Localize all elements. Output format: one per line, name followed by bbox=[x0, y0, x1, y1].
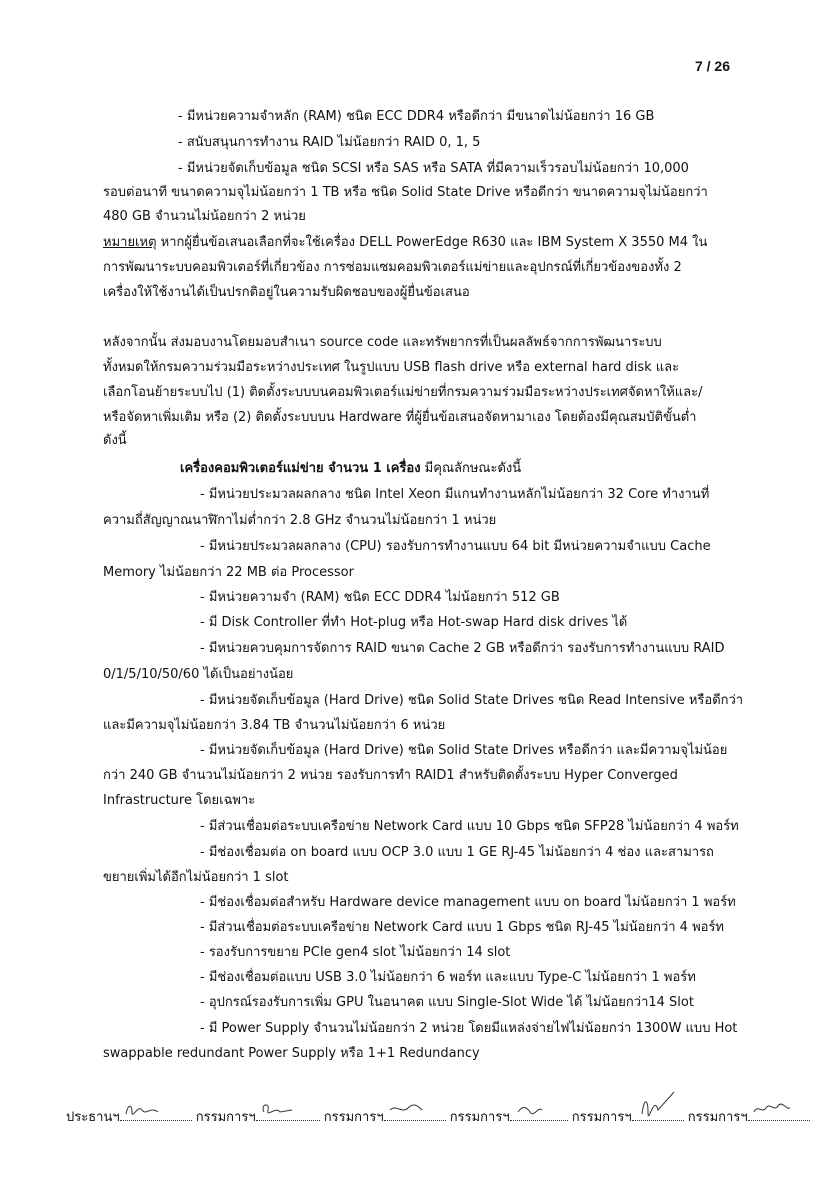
signature-label: กรรมการฯ bbox=[687, 1110, 748, 1125]
spec-line-storage-cont: รอบต่อนาที ขนาดความจุไม่น้อยกว่า 1 TB หรือ ชนิด Solid State Drive หรือดีกว่า ขนาดความจุไม่น้อยกว่า bbox=[103, 185, 708, 200]
spec-line-storage: - มีหน่วยจัดเก็บข้อมูล ชนิด SCSI หรือ SAS หรือ SATA ที่มีความเร็วรอบไม่น้อยกว่า 10,000 bbox=[178, 161, 689, 176]
spec-line: ขยายเพิ่มได้อีกไม่น้อยกว่า 1 slot bbox=[103, 870, 289, 885]
spec-line: - มีหน่วยประมวลผลกลาง ชนิด Intel Xeon มีแกนทำงานหลักไม่น้อยกว่า 32 Core ทำงานที่ bbox=[200, 487, 710, 502]
handwritten-signature bbox=[122, 1100, 162, 1118]
spec-line: ความถี่สัญญาณนาฬิกาไม่ต่ำกว่า 2.8 GHz จำนวนไม่น้อยกว่า 1 หน่วย bbox=[103, 513, 497, 528]
signature-line bbox=[384, 1106, 446, 1121]
spec-line-ram: - มีหน่วยความจำหลัก (RAM) ชนิด ECC DDR4 หรือดีกว่า มีขนาดไม่น้อยกว่า 16 GB bbox=[178, 109, 655, 124]
signature-line bbox=[632, 1106, 684, 1121]
spec-line: Infrastructure โดยเฉพาะ bbox=[103, 793, 256, 808]
spec-line: - อุปกรณ์รองรับการเพิ่ม GPU ในอนาคต แบบ Single-Slot Wide ได้ ไม่น้อยกว่า14 Slot bbox=[200, 995, 694, 1010]
signature-line bbox=[120, 1106, 192, 1121]
spec-line: - มีส่วนเชื่อมต่อระบบเครือข่าย Network Card แบบ 1 Gbps ชนิด RJ-45 ไม่น้อยกว่า 4 พอร์ท bbox=[200, 920, 725, 935]
note-label: หมายเหตุ bbox=[103, 235, 157, 250]
note-line bbox=[103, 234, 707, 252]
signature-label: กรรมการฯ bbox=[323, 1110, 384, 1125]
spec-line: - มีหน่วยความจำ (RAM) ชนิด ECC DDR4 ไม่น้อยกว่า 512 GB bbox=[200, 590, 560, 605]
page-number: 7 / 26 bbox=[694, 58, 730, 74]
signature-line bbox=[510, 1106, 568, 1121]
handwritten-signature bbox=[386, 1100, 426, 1118]
paragraph-line: ดังนี้ bbox=[103, 433, 127, 448]
handwritten-signature bbox=[750, 1100, 794, 1118]
spec-line: - มีช่องเชื่อมต่อ on board แบบ OCP 3.0 แบบ 1 GE RJ-45 ไม่น้อยกว่า 4 ช่อง และสามารถ bbox=[200, 845, 714, 860]
paragraph-line: เลือกโอนย้ายระบบไป (1) ติดตั้งระบบบนคอมพิวเตอร์แม่ข่ายที่กรมความร่วมมือระหว่างประเทศจัดหาให้และ/ bbox=[103, 385, 703, 400]
spec-line: - มี Disk Controller ที่ทำ Hot-plug หรือ Hot-swap Hard disk drives ได้ bbox=[200, 615, 628, 630]
spec-line: - มีช่องเชื่อมต่อสำหรับ Hardware device management แบบ on board ไม่น้อยกว่า 1 พอร์ท bbox=[200, 895, 736, 910]
note-text: หากผู้ยื่นข้อเสนอเลือกที่จะใช้เครื่อง DELL PowerEdge R630 และ IBM System X 3550 M4 ใน bbox=[156, 235, 708, 250]
signature-label: กรรมการฯ bbox=[449, 1110, 510, 1125]
spec-line-raid: - สนับสนุนการทำงาน RAID ไม่น้อยกว่า RAID 0, 1, 5 bbox=[178, 135, 481, 150]
signature-label: กรรมการฯ bbox=[571, 1110, 632, 1125]
spec-line: - มีหน่วยจัดเก็บข้อมูล (Hard Drive) ชนิด Solid State Drives ชนิด Read Intensive หรือดีกว่า bbox=[200, 693, 744, 708]
handwritten-signature bbox=[512, 1100, 552, 1118]
signature-line bbox=[256, 1106, 320, 1121]
spec-line: - มี Power Supply จำนวนไม่น้อยกว่า 2 หน่วย โดยมีแหล่งจ่ายไฟไม่น้อยกว่า 1300W แบบ Hot bbox=[200, 1021, 738, 1036]
spec-line: swappable redundant Power Supply หรือ 1+1 Redundancy bbox=[103, 1046, 480, 1061]
spec-line: - รองรับการขยาย PCIe gen4 slot ไม่น้อยกว่า 14 slot bbox=[200, 945, 511, 960]
paragraph-line: หลังจากนั้น ส่งมอบงานโดยมอบสำเนา source code และทรัพยากรที่เป็นผลลัพธ์จากการพัฒนาระบบ bbox=[103, 335, 662, 350]
spec-line: 0/1/5/10/50/60 ได้เป็นอย่างน้อย bbox=[103, 667, 294, 682]
spec-line: - มีหน่วยจัดเก็บข้อมูล (Hard Drive) ชนิด Solid State Drives หรือดีกว่า และมีความจุไม่น้อย bbox=[200, 743, 728, 758]
signature-row bbox=[66, 1106, 766, 1127]
spec-line: - มีหน่วยประมวลผลกลาง (CPU) รองรับการทำงานแบบ 64 bit มีหน่วยความจำแบบ Cache bbox=[200, 539, 711, 554]
handwritten-signature bbox=[258, 1100, 298, 1118]
signature-label: กรรมการฯ bbox=[195, 1110, 256, 1125]
note-line: การพัฒนาระบบคอมพิวเตอร์ที่เกี่ยวข้อง การซ่อมแซมคอมพิวเตอร์แม่ข่ายและอุปกรณ์ที่เกี่ยวข้องของทั้ง 2 bbox=[103, 260, 682, 275]
heading-bold: เครื่องคอมพิวเตอร์แม่ข่าย จำนวน 1 เครื่อง bbox=[180, 461, 421, 476]
note-line: เครื่องให้ใช้งานได้เป็นปรกติอยู่ในความรับผิดชอบของผู้ยื่นข้อเสนอ bbox=[103, 285, 470, 300]
spec-line: และมีความจุไม่น้อยกว่า 3.84 TB จำนวนไม่น้อยกว่า 6 หน่วย bbox=[103, 718, 446, 733]
paragraph-line: ทั้งหมดให้กรมความร่วมมือระหว่างประเทศ ในรูปแบบ USB flash drive หรือ external hard disk และ bbox=[103, 360, 680, 375]
spec-line-storage-cont: 480 GB จำนวนไม่น้อยกว่า 2 หน่วย bbox=[103, 209, 306, 224]
signature-line bbox=[748, 1106, 810, 1121]
spec-line: Memory ไม่น้อยกว่า 22 MB ต่อ Processor bbox=[103, 565, 354, 580]
section-heading bbox=[180, 460, 521, 478]
spec-line: - มีช่องเชื่อมต่อแบบ USB 3.0 ไม่น้อยกว่า 6 พอร์ท และแบบ Type-C ไม่น้อยกว่า 1 พอร์ท bbox=[200, 970, 696, 985]
handwritten-signature bbox=[634, 1090, 680, 1118]
paragraph-line: หรือจัดหาเพิ่มเติม หรือ (2) ติดตั้งระบบบน Hardware ที่ผู้ยื่นข้อเสนอจัดหามาเอง โดยต้องมีคุณสมบัติขั้นต่ำ bbox=[103, 410, 697, 425]
spec-line: กว่า 240 GB จำนวนไม่น้อยกว่า 2 หน่วย รองรับการทำ RAID1 สำหรับติดตั้งระบบ Hyper Converged bbox=[103, 768, 678, 783]
spec-line: - มีหน่วยควบคุมการจัดการ RAID ขนาด Cache 2 GB หรือดีกว่า รองรับการทำงานแบบ RAID bbox=[200, 641, 725, 656]
signature-label: ประธานฯ bbox=[66, 1110, 120, 1125]
heading-text: มีคุณลักษณะดังนี้ bbox=[420, 461, 522, 476]
spec-line: - มีส่วนเชื่อมต่อระบบเครือข่าย Network Card แบบ 10 Gbps ชนิด SFP28 ไม่น้อยกว่า 4 พอร์ท bbox=[200, 819, 739, 834]
